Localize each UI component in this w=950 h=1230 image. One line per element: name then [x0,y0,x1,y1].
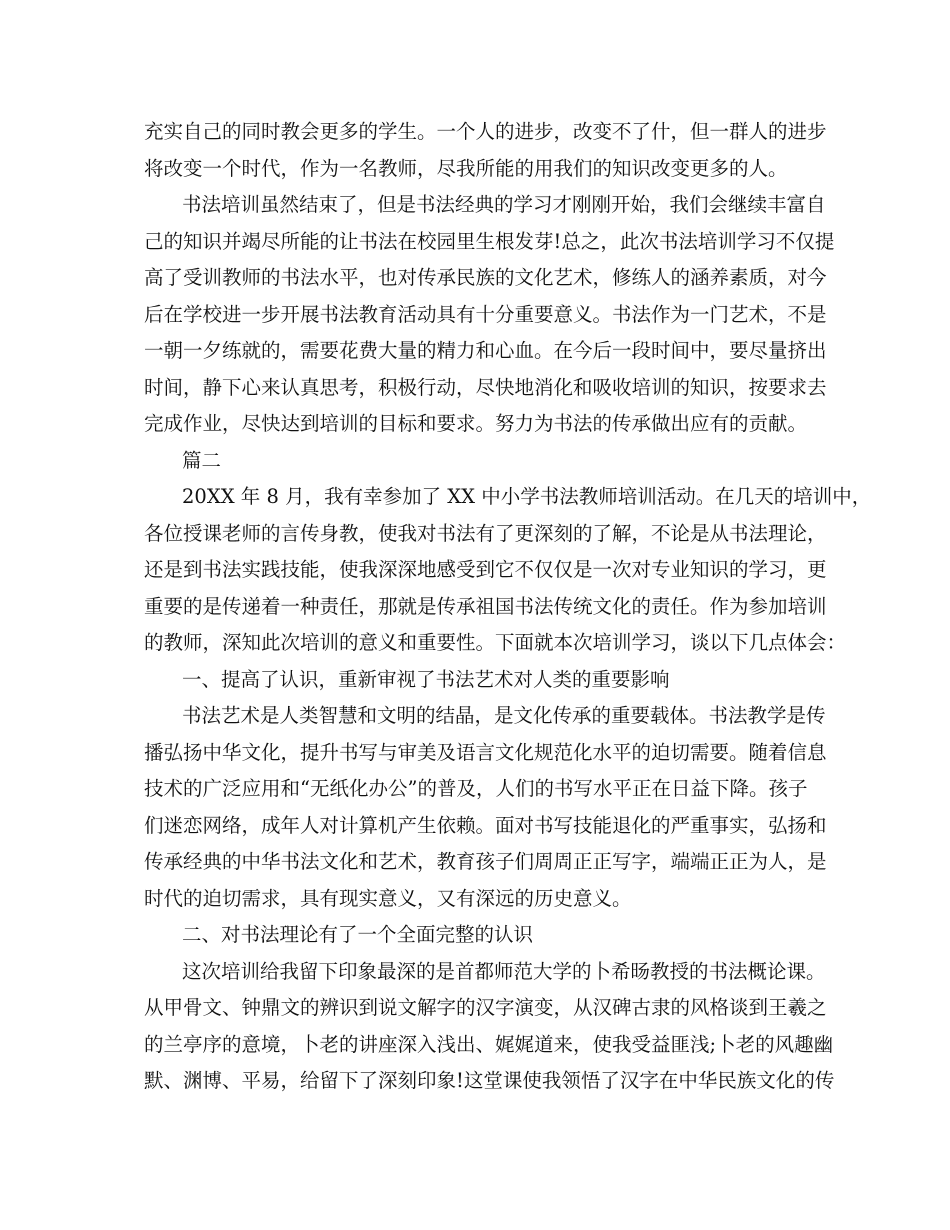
text-line: 的教师，深知此次培训的意义和重要性。下面就本次培训学习，谈以下几点体会： [144,631,847,654]
text-line: 后在学校进一步开展书法教育活动具有十分重要意义。书法作为一门艺术，不是 [144,302,827,326]
text-line: 书法培训虽然结束了，但是书法经典的学习才刚刚开始，我们会继续丰富自 [182,193,826,216]
section-heading: 篇二 [182,448,222,472]
text-line: 技术的广泛应用和“无纸化办公”的普及，人们的书写水平正在日益下降。孩子 [144,777,808,800]
subsection-heading: 一、提高了认识，重新审视了书法艺术对人类的重要影响 [182,667,670,691]
text-line: 们迷恋网络，成年人对计算机产生依赖。面对书写技能退化的严重事实，弘扬和 [144,813,827,837]
text-line: 己的知识并竭尽所能的让书法在校园里生根发芽!总之，此次书法培训学习不仅提 [144,229,835,253]
text-line: 时间，静下心来认真思考，积极行动，尽快地消化和吸收培训的知识，按要求去 [144,375,827,399]
text-line: 充实自己的同时教会更多的学生。一个人的进步，改变不了什，但一群人的进步 [144,120,827,143]
text-line: 时代的迫切需求，具有现实意义，又有深远的历史意义。 [144,886,632,910]
text-line: 各位授课老师的言传身教，使我对书法有了更深刻的了解，不论是从书法理论， [144,521,827,545]
text-line: 重要的是传递着一种责任，那就是传承祖国书法传统文化的责任。作为参加培训 [144,594,827,618]
text-line: 还是到书法实践技能，使我深深地感受到它不仅仅是一次对专业知识的学习，更 [144,558,827,581]
text-line: 书法艺术是人类智慧和文明的结晶，是文化传承的重要载体。书法教学是传 [182,704,826,727]
text-line: 默、渊博、平易，给留下了深刻印象!这堂课使我领悟了汉字在中华民族文化的传 [144,1069,835,1092]
subsection-heading: 二、对书法理论有了一个全面完整的认识 [182,923,534,946]
text-line: 从甲骨文、钟鼎文的辨识到说文解字的汉字演变，从汉碑古隶的风格谈到王羲之 [144,996,827,1019]
text-line: 播弘扬中华文化，提升书写与审美及语言文化规范化水平的迫切需要。随着信息 [144,740,827,764]
text-line: 将改变一个时代，作为一名教师，尽我所能的用我们的知识改变更多的人。 [144,156,788,180]
text-line: 传承经典的中华书法文化和艺术，教育孩子们周周正正写字，端端正正为人，是 [144,850,827,873]
text-line: 这次培训给我留下印象最深的是首都师范大学的卜希旸教授的书法概论课。 [182,959,826,983]
document-body [144,114,872,1100]
text-line: 一朝一夕练就的，需要花费大量的精力和心血。在今后一段时间中，要尽量挤出 [144,339,827,362]
text-line: 的兰亭序的意境，卜老的讲座深入浅出、娓娓道来，使我受益匪浅;卜老的风趣幽 [144,1032,834,1056]
text-line: 20XX 年 8 月，我有幸参加了 XX 中小学书法教师培训活动。在几天的培训中， [182,485,872,508]
text-line: 高了受训教师的书法水平，也对传承民族的文化艺术，修练人的涵养素质，对今 [144,266,827,289]
text-line: 完成作业，尽快达到培训的目标和要求。努力为书法的传承做出应有的贡献。 [144,412,808,435]
